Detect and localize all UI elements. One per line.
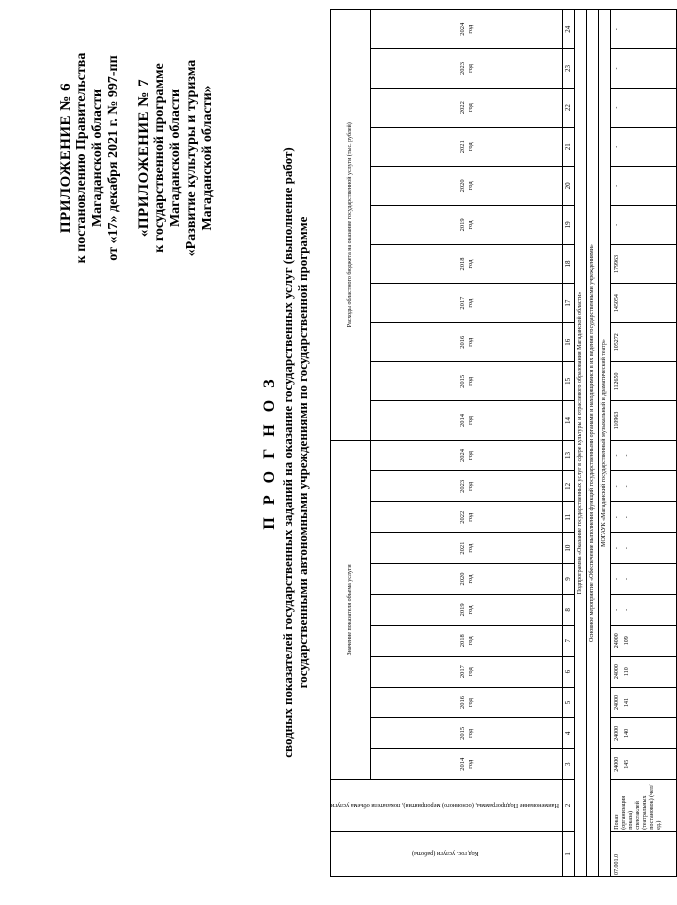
expenses-year-header (371, 166, 563, 205)
volume-year-header (371, 533, 563, 564)
expenses-value-cell (610, 127, 676, 166)
expenses-value-cell (610, 284, 676, 323)
appendix-line: к государственной программе (152, 63, 167, 253)
year-unit: год (466, 451, 474, 460)
column-number: 15 (562, 362, 574, 401)
year-unit: год (466, 64, 474, 73)
volume-plan-value: 24000 (613, 633, 620, 649)
volume-value-cell (610, 749, 676, 780)
column-number: 2 (562, 780, 574, 831)
header-expenses-group: Расходы областного бюджета на оказание государственной услуги (тыс. рублей) (331, 10, 371, 441)
column-number: 3 (562, 749, 574, 780)
volume-value-cell (610, 440, 676, 471)
volume-value-cell (610, 533, 676, 564)
year-unit: год (466, 481, 474, 491)
expenses-year-header (371, 205, 563, 244)
year-label: 2024 (458, 22, 466, 36)
volume-fact-value: - (623, 454, 630, 457)
column-number: 20 (562, 166, 574, 205)
volume-value-cell (610, 656, 676, 687)
expenses-plan-value: - (613, 67, 620, 70)
year-unit: год (466, 728, 474, 738)
column-number: 7 (562, 625, 574, 656)
year-label: 2018 (458, 634, 466, 648)
volume-plan-value: - (613, 516, 620, 519)
year-label: 2019 (458, 603, 466, 617)
volume-fact-value: - (623, 608, 630, 611)
year-unit: год (466, 181, 474, 191)
year-label: 2017 (458, 665, 466, 679)
appendix-number: ПРИЛОЖЕНИЕ № 6 (58, 82, 74, 234)
volume-fact-value: 145 (623, 759, 630, 769)
year-unit: год (466, 142, 474, 152)
column-number: 11 (562, 502, 574, 533)
expenses-value-cell (610, 401, 676, 440)
volume-plan-value: - (613, 608, 620, 611)
expenses-year-header (371, 244, 563, 283)
expenses-plan-value: 110963 (613, 411, 620, 430)
main-event-row: Основное мероприятие «Обеспечение выполнения функций государственными органами и находящимися в их ведении государственными учреждениями» (586, 10, 598, 877)
expenses-value-cell (610, 244, 676, 283)
column-number: 23 (562, 49, 574, 88)
year-label: 2022 (458, 101, 466, 115)
year-unit: год (466, 574, 474, 584)
column-number: 6 (562, 656, 574, 687)
year-label: 2014 (458, 757, 466, 771)
column-number: 24 (562, 10, 574, 49)
volume-plan-value: - (613, 578, 620, 581)
volume-value-cell (610, 625, 676, 656)
year-unit: год (466, 667, 474, 677)
year-label: 2014 (458, 413, 466, 427)
volume-value-cell (610, 687, 676, 718)
appendix-line: Магаданской области (168, 88, 183, 228)
appendix-line: к постановлению Правительства (74, 52, 89, 264)
column-number: 17 (562, 284, 574, 323)
service-code: 07.001.0 (610, 831, 676, 876)
expenses-value-cell (610, 166, 676, 205)
expenses-year-header (371, 49, 563, 88)
expenses-year-header (371, 88, 563, 127)
volume-year-header (371, 594, 563, 625)
column-number: 14 (562, 401, 574, 440)
expenses-year-header (371, 10, 563, 49)
expenses-year-header (371, 323, 563, 362)
year-label: 2020 (458, 179, 466, 193)
column-number: 5 (562, 687, 574, 718)
expenses-year-header (371, 127, 563, 166)
expenses-value-cell (610, 10, 676, 49)
year-unit: год (466, 24, 474, 34)
column-number: 16 (562, 323, 574, 362)
year-label: 2021 (458, 140, 466, 154)
year-unit: год (466, 543, 474, 553)
subprogram-row: Подпрограмма «Оказание государственных услуг в сфере культуры и отраслевого образования Магаданской области» (574, 10, 586, 877)
expenses-plan-value: - (613, 28, 620, 31)
appendix-header (58, 18, 216, 298)
year-label: 2018 (458, 257, 466, 271)
table-row (610, 10, 676, 877)
year-unit: год (466, 337, 474, 347)
header-name: Наименование Подпрограммы, (основного) мероприятия), показателя объема услуги (331, 780, 563, 831)
column-number: 22 (562, 88, 574, 127)
expenses-value-cell (610, 49, 676, 88)
column-number: 8 (562, 594, 574, 625)
year-label: 2021 (458, 541, 466, 555)
volume-fact-value: - (623, 547, 630, 550)
volume-year-header (371, 471, 563, 502)
expenses-plan-value: - (613, 223, 620, 226)
expenses-value-cell (610, 362, 676, 401)
column-number: 13 (562, 440, 574, 471)
header-years-row (371, 10, 563, 877)
volume-year-header (371, 749, 563, 780)
column-number: 12 (562, 471, 574, 502)
year-unit: год (466, 103, 474, 113)
forecast-table (330, 9, 677, 877)
year-unit: год (466, 220, 474, 230)
expenses-plan-value: - (613, 184, 620, 187)
volume-plan-value: - (613, 547, 620, 550)
expenses-plan-value: 179963 (613, 255, 620, 274)
column-number: 21 (562, 127, 574, 166)
year-label: 2022 (458, 510, 466, 524)
volume-fact-value: - (623, 485, 630, 488)
appendix-date: от «17» декабря 2021 г. № 997-пп (106, 55, 121, 261)
year-unit: год (466, 759, 474, 769)
expenses-year-header (371, 362, 563, 401)
year-label: 2017 (458, 296, 466, 310)
column-number: 19 (562, 205, 574, 244)
column-numbers-row (562, 10, 574, 877)
volume-year-header (371, 440, 563, 471)
expenses-plan-value: 112650 (613, 372, 620, 391)
volume-fact-value: 110 (623, 667, 630, 677)
year-label: 2015 (458, 374, 466, 388)
header-code: Код гос. услуги (работы) (331, 831, 563, 876)
volume-fact-value: 140 (623, 728, 630, 738)
volume-year-header (371, 625, 563, 656)
year-unit: год (466, 698, 474, 707)
title-forecast: П Р О Г Н О З (261, 375, 278, 530)
volume-year-header (371, 687, 563, 718)
year-unit: год (466, 636, 474, 646)
year-label: 2020 (458, 572, 466, 586)
year-unit: год (466, 259, 474, 269)
volume-year-header (371, 564, 563, 595)
institution-row: МОГАУК «Магаданский государственный музыкальный и драматический театр» (598, 10, 610, 877)
expenses-year-header (371, 284, 563, 323)
title-line: государственными автономными учреждениями по государственной программе (295, 216, 310, 689)
volume-value-cell (610, 718, 676, 749)
document-title (260, 0, 310, 905)
volume-plan-value: 24000 (613, 695, 620, 711)
year-unit: год (466, 416, 474, 425)
year-unit: год (466, 605, 474, 615)
volume-fact-value: - (623, 516, 630, 519)
expenses-value-cell (610, 88, 676, 127)
expenses-plan-value: - (613, 106, 620, 109)
volume-fact-value: 109 (623, 636, 630, 646)
year-label: 2016 (458, 335, 466, 349)
volume-plan-value: 24000 (613, 725, 620, 741)
year-label: 2023 (458, 61, 466, 75)
volume-fact-value: - (623, 578, 630, 581)
volume-value-cell (610, 502, 676, 533)
year-label: 2023 (458, 479, 466, 493)
header-volume-group: Значение показателя объема услуги (331, 440, 371, 780)
appendix-line: Магаданской области» (200, 85, 215, 231)
volume-value-cell (610, 471, 676, 502)
appendix-number-old: «ПРИЛОЖЕНИЕ № 7 (136, 78, 152, 238)
year-label: 2015 (458, 726, 466, 740)
year-label: 2024 (458, 449, 466, 462)
expenses-value-cell (610, 323, 676, 362)
year-label: 2019 (458, 218, 466, 232)
volume-plan-value: 24000 (613, 664, 620, 680)
column-number: 18 (562, 244, 574, 283)
column-number: 10 (562, 533, 574, 564)
column-number: 4 (562, 718, 574, 749)
service-name: Показ (организация показа) спектаклей (театральных постановок) (чел/ед.) (610, 780, 676, 831)
volume-value-cell (610, 594, 676, 625)
volume-plan-value: - (613, 454, 620, 457)
volume-year-header (371, 718, 563, 749)
volume-plan-value: - (613, 485, 620, 488)
expenses-plan-value: 145054 (613, 294, 620, 313)
year-unit: год (466, 376, 474, 386)
appendix-line: «Развитие культуры и туризма (184, 59, 199, 257)
column-number: 1 (562, 831, 574, 876)
volume-plan-value: 24000 (613, 756, 620, 772)
column-number: 9 (562, 564, 574, 595)
volume-year-header (371, 656, 563, 687)
expenses-value-cell (610, 205, 676, 244)
volume-year-header (371, 502, 563, 533)
expenses-plan-value: - (613, 145, 620, 148)
year-label: 2016 (458, 696, 466, 710)
expenses-year-header (371, 401, 563, 440)
year-unit: год (466, 512, 474, 522)
expenses-plan-value: 105272 (613, 333, 620, 352)
appendix-line: Магаданской области (90, 88, 105, 228)
volume-fact-value: 141 (623, 698, 630, 708)
year-unit: год (466, 298, 474, 308)
volume-value-cell (610, 564, 676, 595)
title-line: сводных показателей государственных заданий на оказание государственных услуг (выполнение работ) (280, 147, 295, 758)
